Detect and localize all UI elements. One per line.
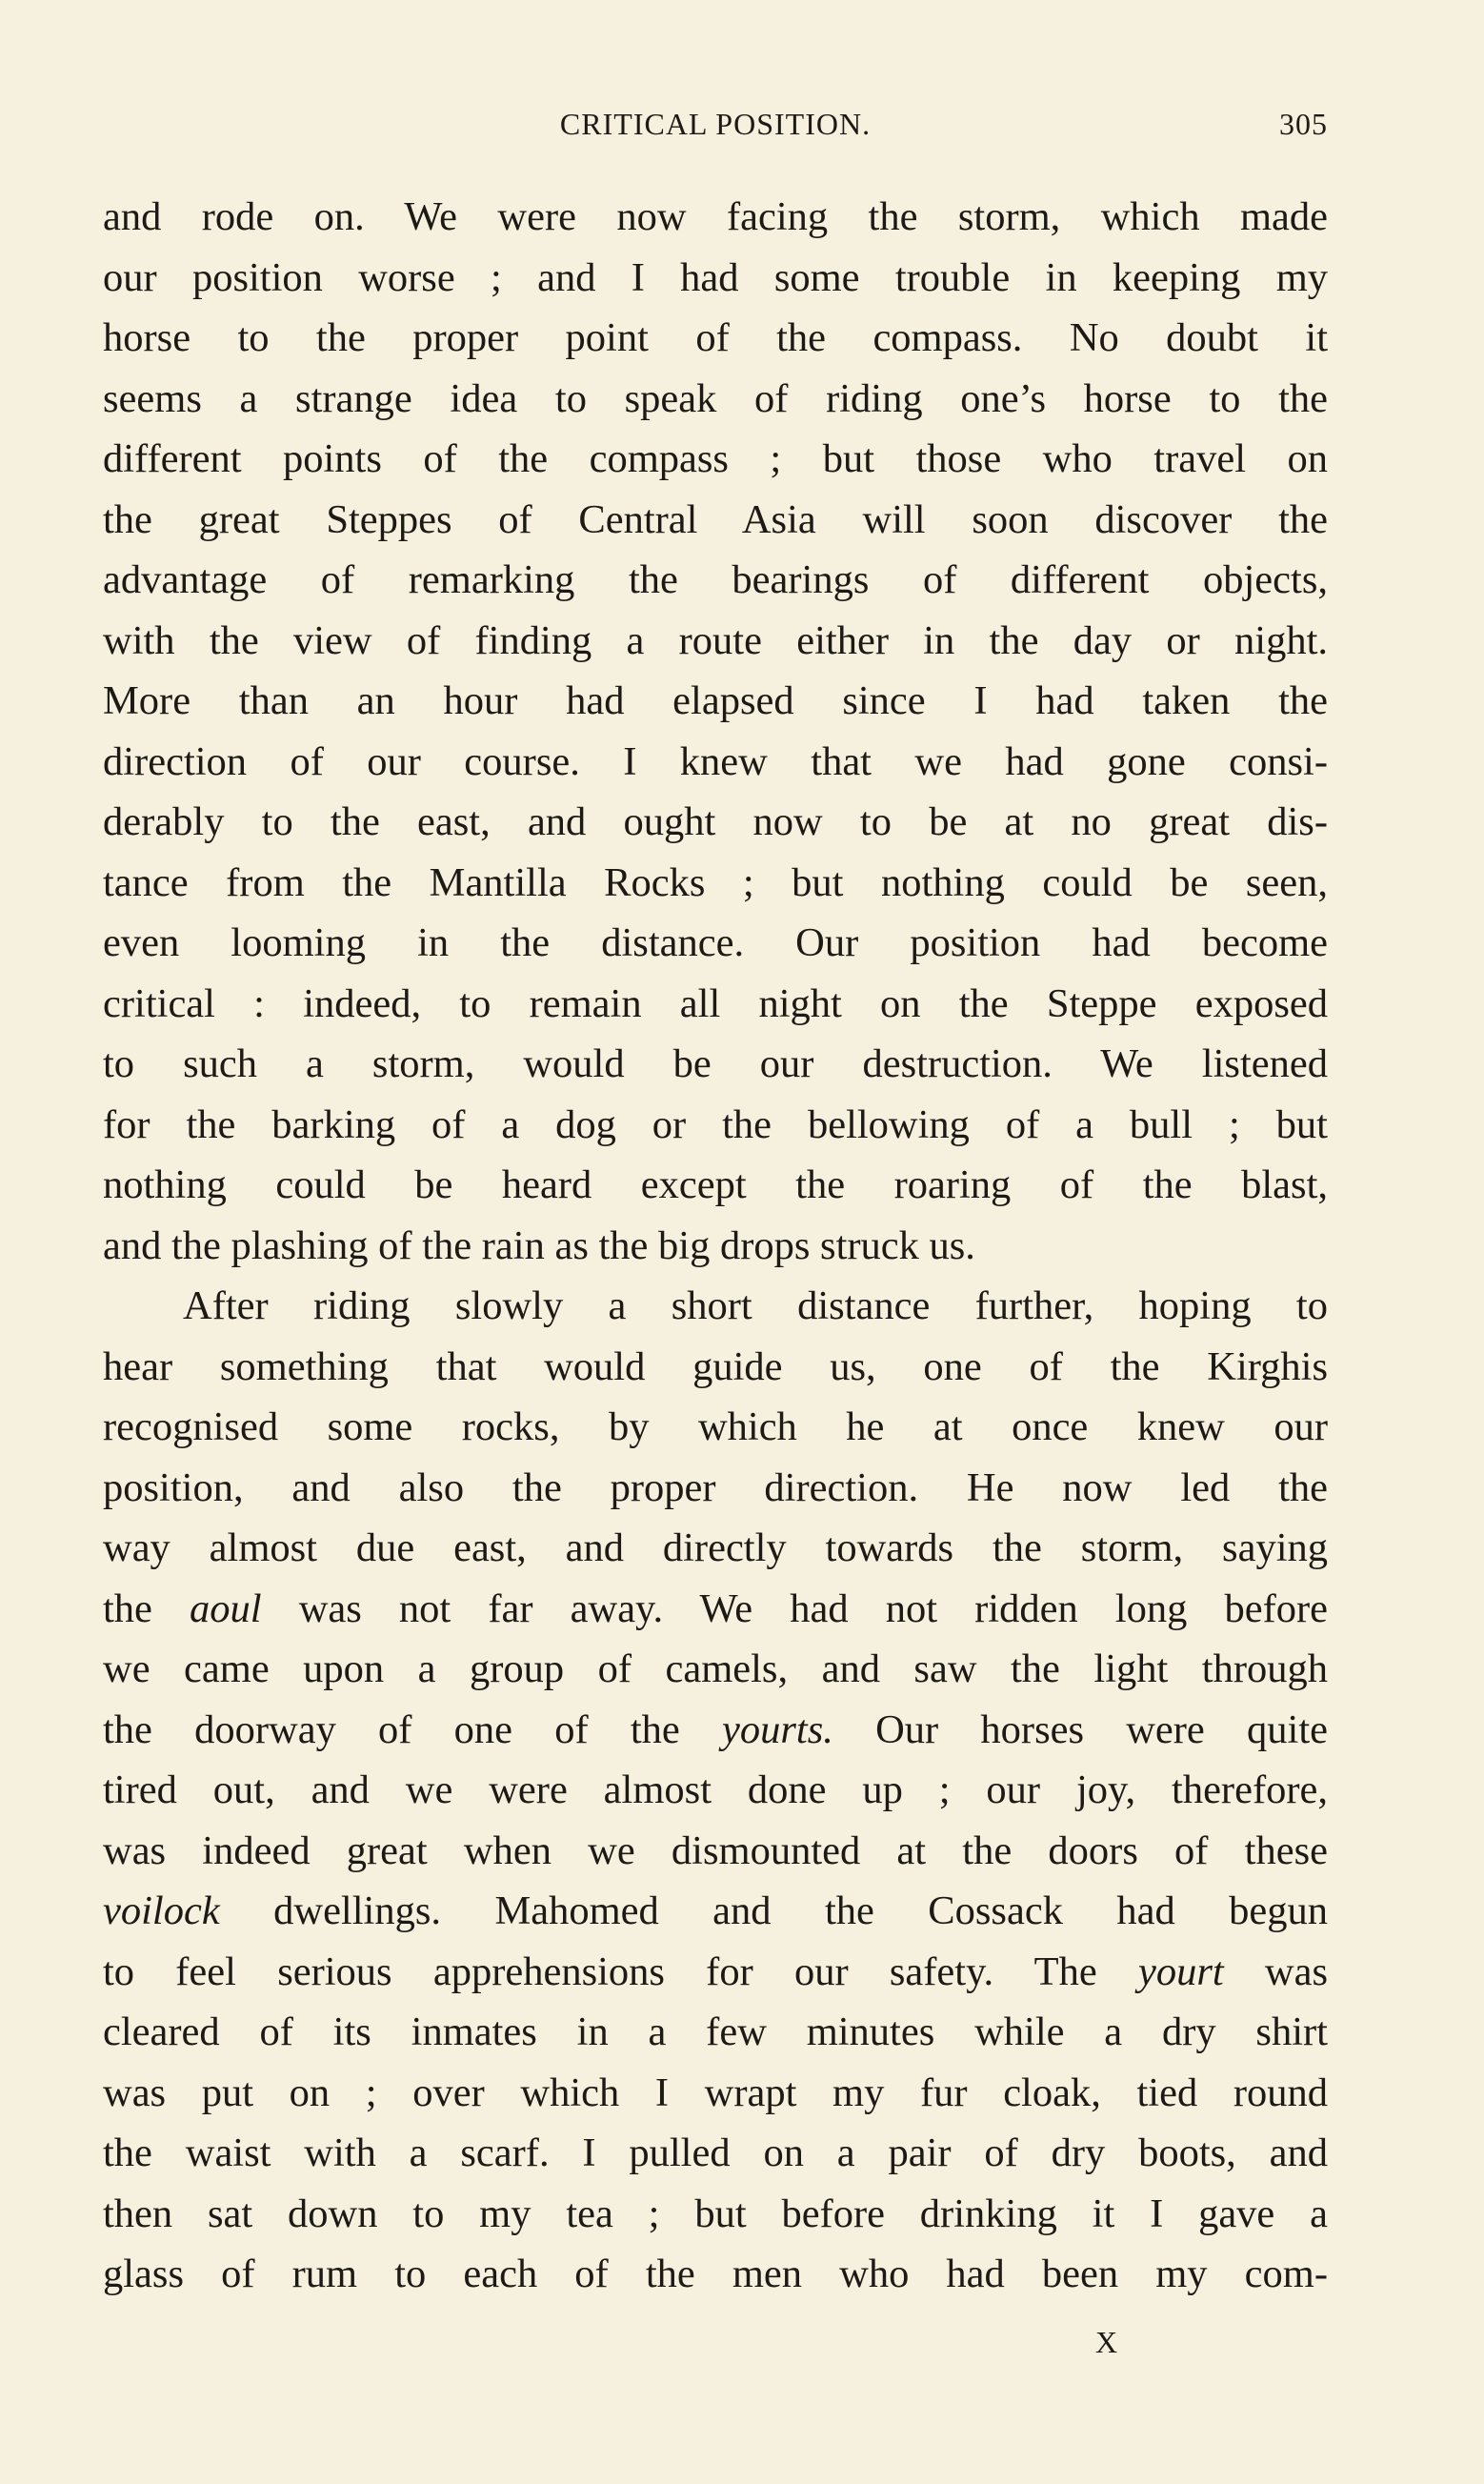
page-number: 305: [1279, 107, 1328, 141]
text-run: to feel serious apprehensions for our safety. The: [103, 1949, 1138, 1994]
text-line: way almost due east, and directly towards the storm, saying: [103, 1525, 1328, 1570]
body-text: [103, 187, 1328, 2305]
text-run: was: [1223, 1949, 1328, 1994]
text-line: tired out, and we were almost done up ; our joy, therefore,: [103, 1767, 1328, 1812]
text-run: the: [103, 1585, 191, 1631]
text-line: derably to the east, and ought now to be at no great dis-: [103, 799, 1328, 844]
text-run: the doorway of one of the: [103, 1706, 723, 1752]
text-run: was not far away. We had not ridden long before: [261, 1585, 1329, 1631]
text-line: hear something that would guide us, one of the Kirghis: [103, 1343, 1328, 1389]
text-line: recognised some rocks, by which he at once knew our: [103, 1404, 1328, 1449]
signature-mark: X: [1095, 2325, 1118, 2359]
text-line: with the view of finding a route either in the day or night.: [103, 617, 1328, 663]
text-line: [103, 1700, 1328, 1761]
text-line: the great Steppes of Central Asia will soon discover the: [103, 496, 1328, 542]
text-line: direction of our course. I knew that we had gone consi-: [103, 738, 1328, 784]
text-line: [103, 1881, 1328, 1942]
text-line: then sat down to my tea ; but before drinking it I gave a: [103, 2191, 1328, 2236]
text-line: critical : indeed, to remain all night on the Steppe exposed: [103, 980, 1328, 1026]
text-line: and rode on. We were now facing the storm, which made: [103, 194, 1328, 239]
text-line: our position worse ; and I had some trouble in keeping my: [103, 254, 1328, 300]
running-title: CRITICAL POSITION.: [559, 107, 872, 141]
text-line: horse to the proper point of the compass. No doubt it: [103, 315, 1328, 360]
text-line: and the plashing of the rain as the big drops struck us.: [103, 1222, 975, 1268]
italic-word: yourt: [1137, 1949, 1224, 1994]
text-line: tance from the Mantilla Rocks ; but nothing could be seen,: [103, 859, 1328, 905]
italic-word: aoul: [190, 1585, 262, 1631]
text-line: More than an hour had elapsed since I had taken the: [103, 678, 1328, 723]
text-line: cleared of its inmates in a few minutes while a dry shirt: [103, 2009, 1328, 2054]
text-line: the waist with a scarf. I pulled on a pair of dry boots, and: [103, 2131, 1328, 2175]
text-line: nothing could be heard except the roaring of the blast,: [103, 1162, 1328, 1207]
text-line: glass of rum to each of the men who had been my com-: [103, 2252, 1328, 2296]
text-line: advantage of remarking the bearings of different objects,: [103, 557, 1328, 602]
text-run: Our horses were quite: [832, 1706, 1328, 1752]
text-line: was put on ; over which I wrapt my fur cloak, tied round: [103, 2070, 1328, 2115]
text-line: seems a strange idea to speak of riding one’s horse to the: [103, 375, 1328, 421]
text-line: After riding slowly a short distance further, hoping to: [183, 1283, 1328, 1328]
text-line: we came upon a group of camels, and saw the light through: [103, 1646, 1328, 1691]
italic-word: yourts.: [722, 1706, 833, 1752]
text-line: [103, 1942, 1328, 2003]
text-line: to such a storm, would be our destruction. We listened: [103, 1041, 1328, 1086]
running-head: [103, 107, 1328, 149]
text-line: [103, 1579, 1328, 1640]
text-line: even looming in the distance. Our position had become: [103, 920, 1328, 965]
text-line: different points of the compass ; but those who travel on: [103, 436, 1328, 481]
italic-word: voilock: [103, 1888, 220, 1933]
text-run: dwellings. Mahomed and the Cossack had begun: [219, 1888, 1328, 1933]
text-line: was indeed great when we dismounted at the doors of these: [103, 1828, 1328, 1873]
text-line: position, and also the proper direction. He now led the: [103, 1464, 1328, 1510]
text-line: for the barking of a dog or the bellowing of a bull ; but: [103, 1101, 1328, 1147]
